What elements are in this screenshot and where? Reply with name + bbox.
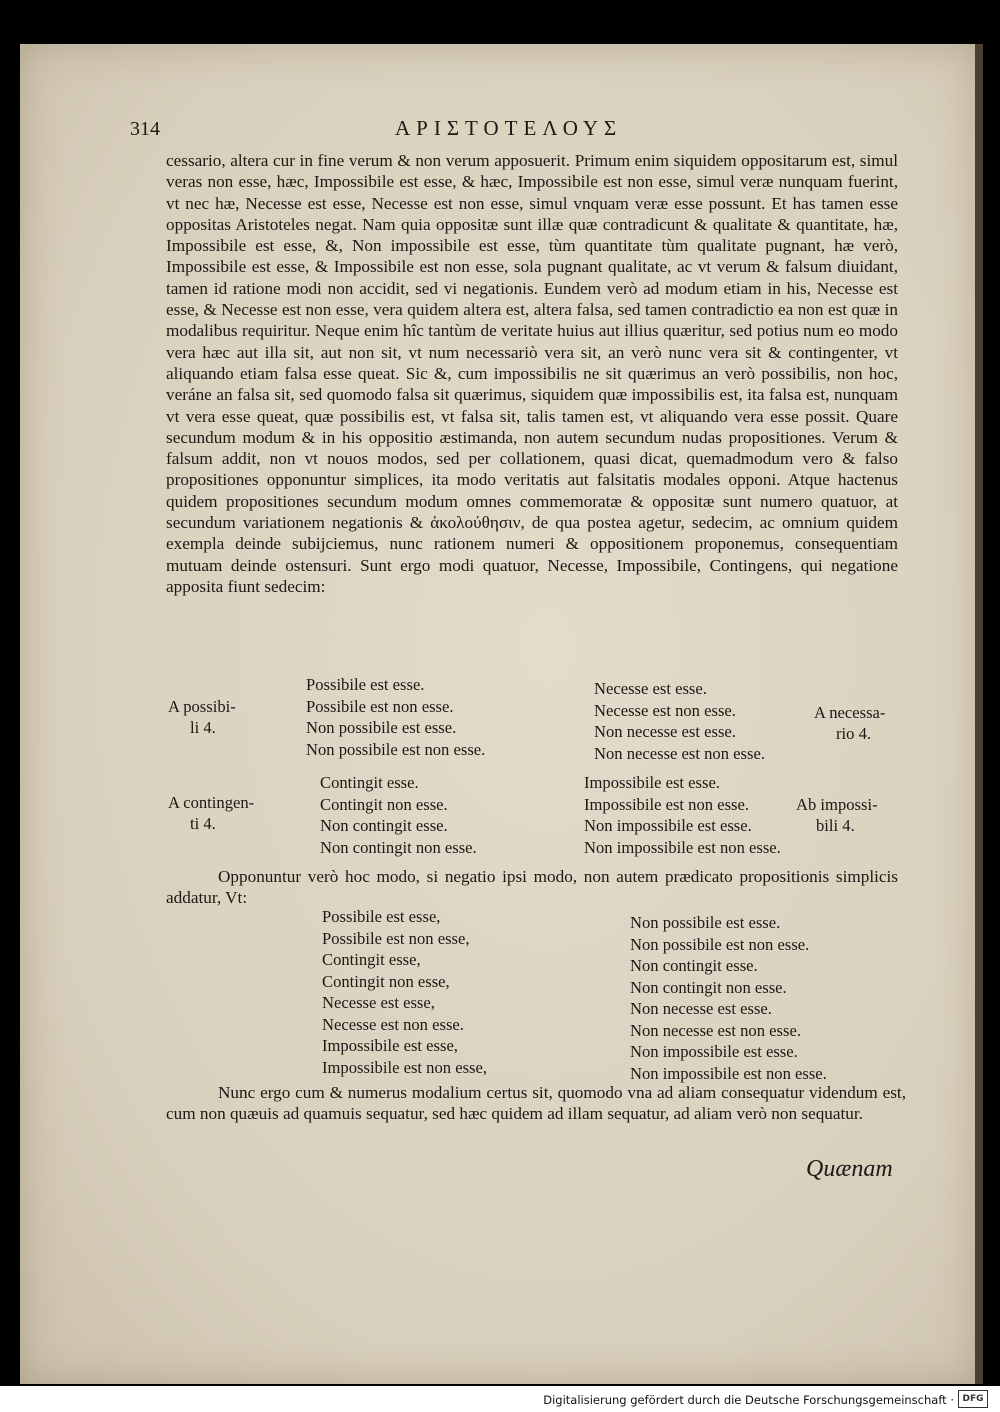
list-item: Possibile est esse. (306, 675, 425, 694)
list-impossibili (584, 772, 781, 858)
list-item: Non possibile est esse. (630, 913, 781, 932)
running-title: ΑΡΙΣΤΟΤΕΛΟΥΣ (395, 116, 623, 140)
label-necessario-line2: rio 4. (836, 724, 872, 743)
footer-bar (0, 1386, 1000, 1412)
list-item: Non necesse est esse. (630, 999, 772, 1018)
list-item: Non necesse est esse. (594, 722, 736, 741)
list-necessario (594, 678, 765, 764)
list-item: Non possibile est esse. (306, 718, 457, 737)
label-possibili-line1: A possibi- (168, 697, 236, 716)
label-possibili-line2: li 4. (190, 718, 216, 737)
list-item: Non necesse est non esse. (630, 1020, 801, 1040)
label-impossibili-line1: Ab impossi- (796, 795, 878, 814)
list-item: Possibile est esse, (322, 907, 441, 926)
label-contingenti-line1: A contingen- (168, 793, 255, 812)
list-item: Impossibile est non esse. (584, 794, 749, 814)
list-possibili (306, 674, 485, 760)
list-item: Possibile est non esse, (322, 928, 470, 948)
list-item: Possibile est non esse. (306, 696, 454, 716)
list-contingenti (320, 772, 477, 858)
list-item: Impossibile est esse. (584, 773, 720, 792)
main-paragraph: cessario, altera cur in fine verum & non verum apposuerit. Primum enim siquidem oppositarum est, simul veras non esse, hæc, Impossibile est esse, & hæc, Impossibile est non esse, simul veræ nunquam fuerint, vt nec hæ, Necesse est esse, Necesse est non esse, simul vnquam veræ esse possunt. Et has tamen esse oppositas Aristoteles negat. Nam quia oppositæ sunt illæ quæ contradicunt & qualitate & quantitate, hæ, Impossibile est esse, &, Non impossibile est esse, tùm quantitate tùm qualitate pugnant, hæ verò, Impossibile est esse, & Impossibile est non esse, sola pugnant qualitate, ac vt verum & falsum diuidant, tamen id ratione modi non accidit, sed vi negationis. Eundem verò ad modum etiam in his, Necesse est esse, & Necesse est non esse, vera quidem altera est, altera falsa, sed tamen contradictio ea non est quæ in modalibus requiritur. Neque enim hîc tantùm de veritate huius aut illius quæritur, sed potius num eo modo vera hæc aut illa sit, aut non sit, vt num necessariò vera sit, an verò nunc vera sit & contingenter, vt aliquando etiam falsa esse queat. Sic &, cum impossibilis ne sit quærimus an verò possibilis, non hoc, veráne an falsa sit, sed quomodo falsa sit quærimus, siquidem quæ impossibilis est, ita falsa est, nunquam vt vera esse queat, quæ possibilis est, vt falsa sit, talis tamen est, vt aliquando vera esse possit. Quare secundum modum & in his oppositio æstimanda, non autem secundum nudas propositiones. Verum & falsum addit, non vt nouos modos, sed per collationem, quasi dicat, quemadmodum vero & falso propositiones opponuntur simplices, ita modo veritatis aut falsitatis modales opponi. Atque hactenus quidem propositiones secundum modum omnes commemoratæ & oppositæ sunt numero quatuor, at secundum variationem negationis & ἀκολούθησιν, de qua postea agetur, sedecim, ac omnium quidem exempla deinde subijciemus, nunc rationem numeri & oppositionem proponemus, consequentiam mutuam deinde ostensuri. Sunt ergo modi quatuor, Necesse, Impossibile, Contingens, qui negatione apposita fiunt sedecim: (166, 151, 898, 596)
list-item: Non impossibile est esse. (584, 816, 752, 835)
list-item: Non possibile est non esse. (630, 934, 810, 954)
list-item: Non contingit esse. (320, 816, 448, 835)
list-item: Impossibile est non esse, (322, 1057, 487, 1077)
footer-credit: Digitalisierung gefördert durch die Deutsche Forschungsgemeinschaft · (543, 1393, 954, 1407)
list-item: Non impossibile est non esse. (584, 837, 781, 857)
list-item: Non impossibile est non esse. (630, 1063, 827, 1083)
list-item: Non contingit non esse. (630, 977, 787, 997)
list-item: Non impossibile est esse. (630, 1042, 798, 1061)
page-number: 314 (130, 118, 160, 140)
list-item: Contingit esse, (322, 950, 421, 969)
catchword: Quænam (806, 1156, 893, 1182)
label-impossibili-line2: bili 4. (816, 816, 855, 835)
closing-paragraph: Nunc ergo cum & numerus modalium certus sit, quomodo vna ad aliam consequatur videndum est, cum non quæuis ad quamuis sequatur, sed hæc quidem ad illam sequatur, ad aliam verò non sequatur. (166, 1083, 906, 1124)
list-opposition-right (630, 912, 827, 1084)
label-necessario-line1: A necessa- (814, 703, 886, 722)
list-item: Contingit non esse. (320, 794, 448, 814)
list-item: Contingit esse. (320, 773, 419, 792)
list-item: Non possibile est non esse. (306, 739, 486, 759)
list-item: Non contingit esse. (630, 956, 758, 975)
list-item: Necesse est esse, (322, 993, 435, 1012)
opposition-intro: Opponuntur verò hoc modo, si negatio ipsi modo, non autem prædicato propositionis simplicis addatur, Vt: (166, 867, 898, 908)
list-item: Contingit non esse, (322, 971, 450, 991)
list-opposition-left (322, 906, 487, 1078)
list-item: Necesse est esse. (594, 679, 707, 698)
book-spine-edge (975, 44, 983, 1384)
dfg-logo-icon: DFG (958, 1390, 988, 1408)
list-item: Impossibile est esse, (322, 1036, 458, 1055)
list-item: Non contingit non esse. (320, 837, 477, 857)
list-item: Non necesse est non esse. (594, 743, 765, 763)
list-item: Necesse est non esse. (322, 1014, 464, 1034)
list-item: Necesse est non esse. (594, 700, 736, 720)
label-contingenti-line2: ti 4. (190, 814, 216, 833)
